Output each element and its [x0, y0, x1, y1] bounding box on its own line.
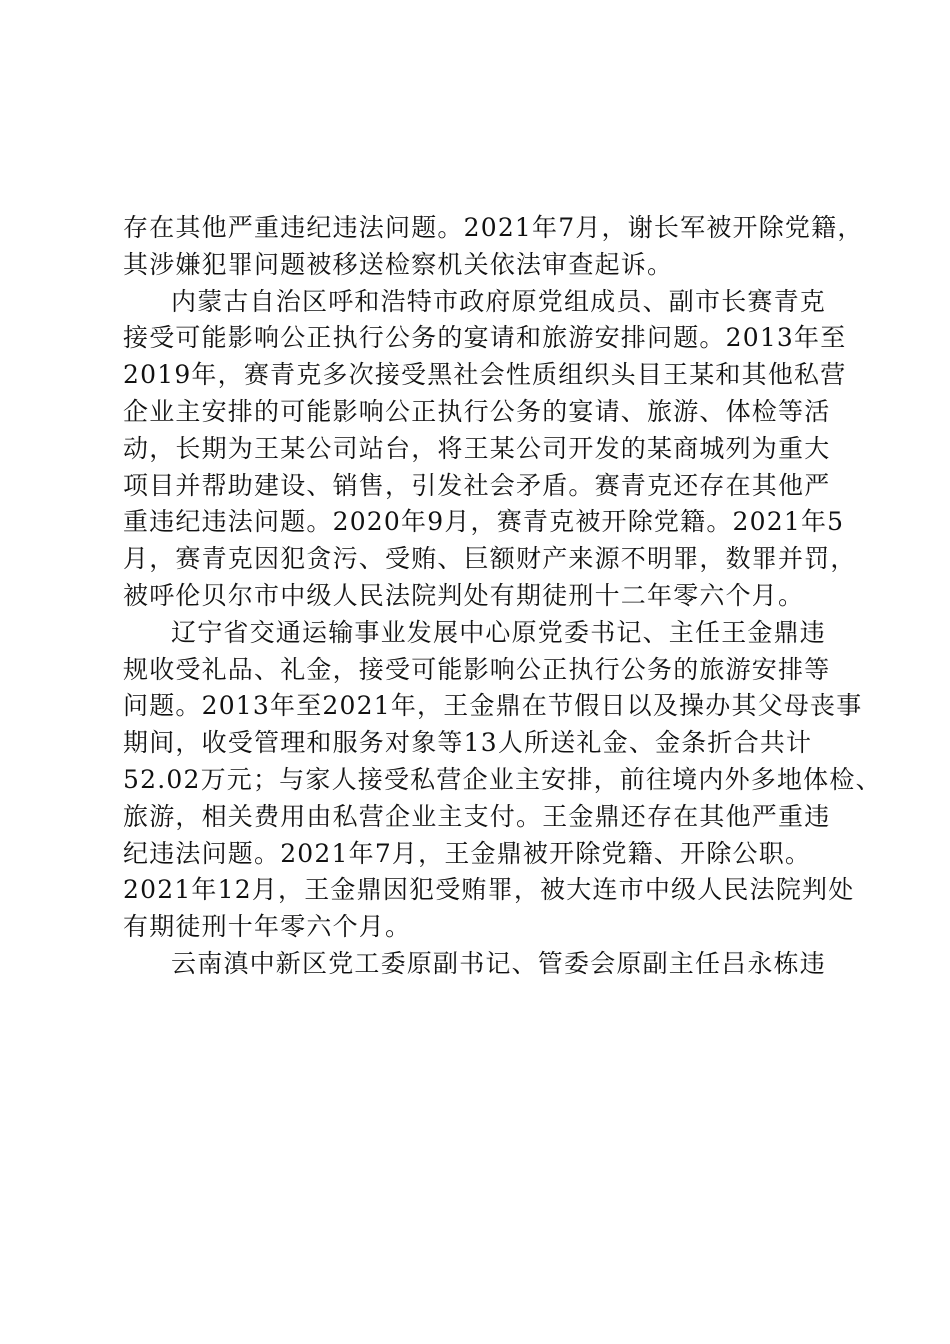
text-line: 问题。2013年至2021年，王金鼎在节假日以及操办其父母丧事 — [123, 691, 863, 721]
text-line: 企业主安排的可能影响公正执行公务的宴请、旅游、体检等活 — [123, 396, 831, 426]
text-line: 动，长期为王某公司站台，将王某公司开发的某商城列为重大 — [123, 433, 831, 463]
text-line: 旅游，相关费用由私营企业主支付。王金鼎还存在其他严重违 — [123, 801, 831, 831]
text-line: 其涉嫌犯罪问题被移送检察机关依法审查起诉。 — [123, 249, 674, 279]
text-line: 重违纪违法问题。2020年9月，赛青克被开除党籍。2021年5 — [123, 507, 845, 537]
text-line: 月，赛青克因犯贪污、受贿、巨额财产来源不明罪，数罪并罚， — [123, 544, 857, 574]
text-line: 项目并帮助建设、销售，引发社会矛盾。赛青克还存在其他严 — [123, 470, 831, 500]
text-line: 云南滇中新区党工委原副书记、管委会原副主任吕永栋违 — [171, 948, 827, 978]
text-line: 2021年12月，王金鼎因犯受贿罪，被大连市中级人民法院判处 — [123, 875, 855, 905]
text-line: 存在其他严重违纪违法问题。2021年7月，谢长军被开除党籍， — [123, 213, 864, 242]
text-line: 2019年，赛青克多次接受黑社会性质组织头目王某和其他私营 — [123, 360, 847, 390]
text-line: 期间，收受管理和服务对象等13人所送礼金、金条折合共计 — [123, 728, 813, 758]
text-line: 辽宁省交通运输事业发展中心原党委书记、主任王金鼎违 — [171, 617, 827, 647]
text-line: 纪违法问题。2021年7月，王金鼎被开除党籍、开除公职。 — [123, 838, 812, 868]
document-body — [123, 210, 882, 983]
text-line: 有期徒刑十年零六个月。 — [123, 912, 412, 942]
text-line: 规收受礼品、礼金，接受可能影响公正执行公务的旅游安排等 — [123, 654, 831, 684]
text-line: 被呼伦贝尔市中级人民法院判处有期徒刑十二年零六个月。 — [123, 580, 805, 610]
text-line: 内蒙古自治区呼和浩特市政府原党组成员、副市长赛青克 — [171, 286, 827, 316]
text-line: 52.02万元；与家人接受私营企业主安排，前往境内外多地体检、 — [123, 764, 882, 794]
text-line: 接受可能影响公正执行公务的宴请和旅游安排问题。2013年至 — [123, 323, 847, 353]
